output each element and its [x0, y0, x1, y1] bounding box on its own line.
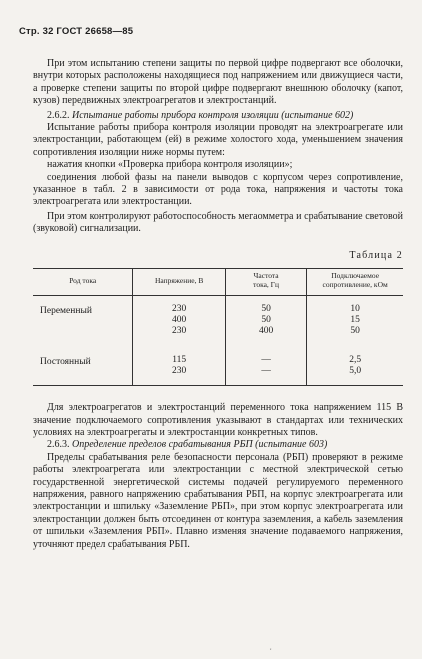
page-mark: ⸼ — [270, 641, 272, 650]
paragraph: соединения любой фазы на панели выводов с корпусом через сопротивление, указанное в табл. 2 в зависимости от рода тока, напряжения и частоты тока электроагрегата или электростанции. — [33, 171, 403, 208]
header-resistance: Подключаемое сопротивление, кОм — [307, 269, 403, 296]
voltage-cell: 115 230 — [133, 355, 226, 386]
section-number: 2.6.3. — [47, 439, 70, 451]
resistance-table — [33, 268, 403, 386]
standard-code: ГОСТ 26658—85 — [56, 26, 134, 37]
voltage-cell: 230 400 230 — [133, 304, 226, 337]
paragraph: При этом контролируют работоспособность мегаомметра и срабатывание световой (звуковой) сигнализации. — [33, 210, 403, 235]
section-number: 2.6.2. — [47, 109, 70, 121]
resistance-cell: 10 15 50 — [307, 304, 403, 337]
header-kind: Род тока — [33, 269, 133, 296]
paragraph: Для электроагрегатов и электростанций переменного тока напряжением 115 В значение подключаемого сопротивления указывают в стандартах или технических условиях на электроагрегаты и электростанции конкретных типов. — [33, 402, 403, 438]
table-row — [33, 355, 403, 386]
table-header-row — [33, 269, 403, 296]
section-heading-2-6-3 — [33, 439, 403, 451]
resistance-cell: 2,5 5,0 — [307, 355, 403, 386]
page-number: Стр. 32 — [19, 26, 54, 37]
row-label: Постоянный — [33, 355, 133, 386]
header-frequency: Частота тока, Гц — [225, 269, 306, 296]
page-header — [19, 26, 133, 37]
paragraph: Пределы срабатывания реле безопасности персонала (РБП) проверяют в режиме работы электроагрегата или электростанции с местной электрической сетью государственной энергетической системы подачей регулируемого переменного напряжения, равного напряжению срабатывания РБП, на корпус электроагрегата или электростанции и шпильку «Заземление РБП», при этом корпус электроагрегата или электростанции должен быть отсоединен от контура заземления, а кабель заземления от шпильки «Заземления РБП». Плавно изменяя значение подаваемого напряжения, уточняют предел срабатывания РБП. — [33, 451, 403, 550]
header-voltage: Напряжение, В — [133, 269, 226, 296]
paragraph: Испытание работы прибора контроля изоляции проводят на электроагрегате или электростанции, работающем (ей) в режиме холостого хода, уменьшением значения сопротивления изоляции ниже нормы путем: — [33, 122, 403, 158]
paragraph: нажатия кнопки «Проверка прибора контроля изоляции»; — [47, 159, 293, 171]
section-title: Определение пределов срабатывания РБП (испытание 603) — [72, 439, 328, 451]
frequency-cell: — — — [225, 355, 306, 386]
row-label: Переменный — [40, 306, 92, 317]
section-title: Испытание работы прибора контроля изоляции (испытание 602) — [72, 109, 354, 121]
frequency-cell: 50 50 400 — [225, 304, 306, 337]
paragraph: При этом испытанию степени защиты по первой цифре подвергают все оболочки, внутри которых расположены находящиеся под напряжением или движущиеся части, а проверке степени защиты по второй цифре подвергают внешнюю оболочку (капот, кузов) передвижных электроагрегатов и электростанций. — [33, 58, 403, 107]
table-row — [33, 304, 403, 337]
table-caption: Таблица 2 — [349, 249, 403, 261]
section-heading-2-6-2 — [33, 110, 403, 122]
document-body — [33, 58, 403, 551]
